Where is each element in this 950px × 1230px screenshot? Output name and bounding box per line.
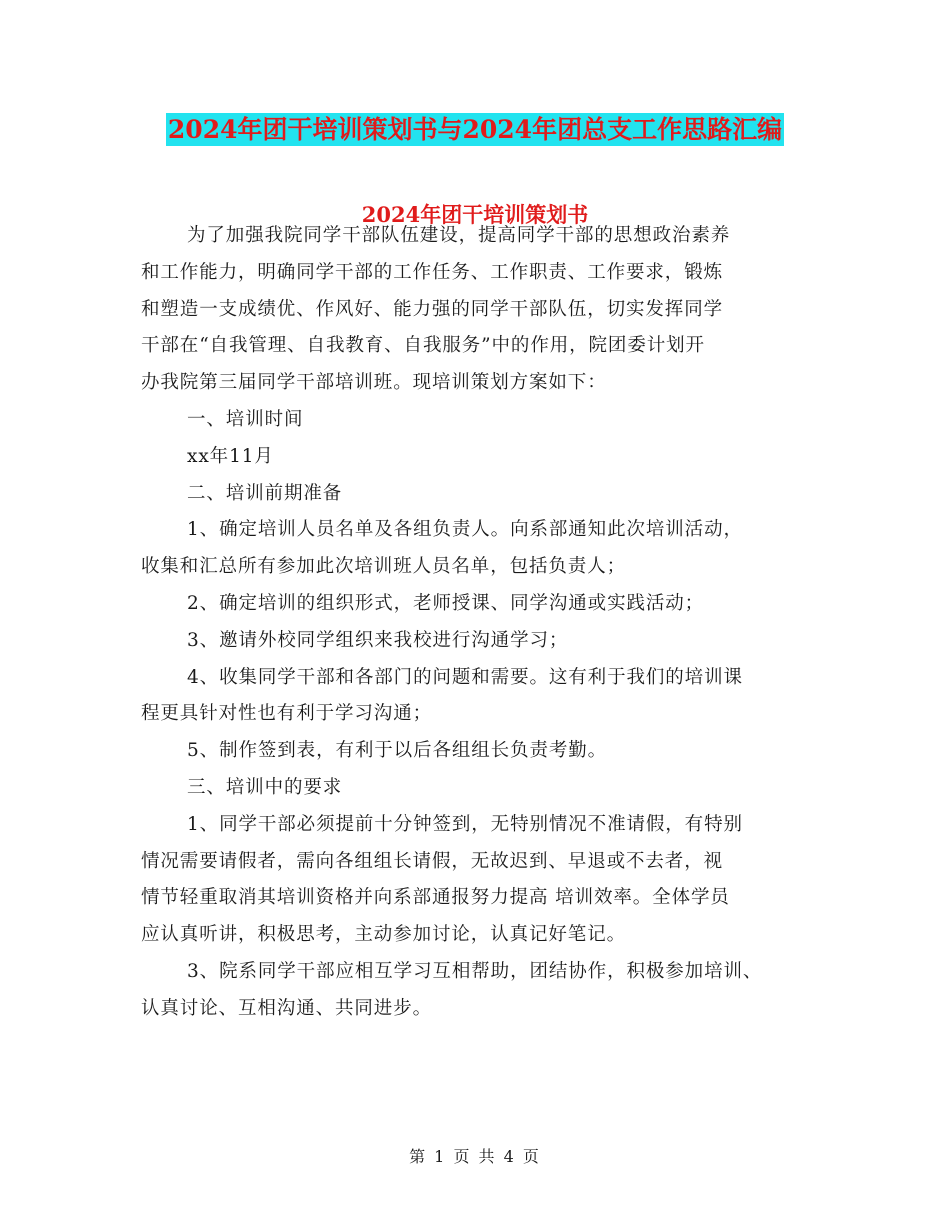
section-title: 2024年团干培训策划书	[361, 202, 589, 227]
list-item-line: 收集和汇总所有参加此次培训班人员名单，包括负责人；	[141, 556, 627, 578]
paragraph-line: 为了加强我院同学干部队伍建设，提高同学干部的思想政治素养	[187, 225, 731, 246]
list-item-line: 情节轻重取消其培训资格并向系部通报努力提高 培训效率。全体学员	[141, 887, 730, 909]
list-item-line: 认真讨论、互相沟通、共同进步。	[141, 997, 433, 1019]
section-heading: 三、培训中的要求	[187, 776, 343, 798]
list-item-line: 1、同学干部必须提前十分钟签到，无特别情况不准请假，有特别	[187, 813, 743, 835]
list-item-line: 程更具针对性也有利于学习沟通；	[141, 703, 433, 725]
paragraph-line: xx年11月	[187, 445, 274, 467]
paragraph-line: 办我院第三届同学干部培训班。现培训策划方案如下：	[141, 372, 607, 394]
section-heading: 二、培训前期准备	[187, 482, 343, 504]
paragraph-line: 干部在“自我管理、自我教育、自我服务”中的作用，院团委计划开	[141, 335, 705, 357]
section-heading: 一、培训时间	[187, 408, 304, 430]
document-title-text: 2024年团干培训策划书与2024年团总支工作思路汇编	[167, 115, 783, 144]
list-item-line: 5、制作签到表，有利于以后各组组长负责考勤。	[187, 740, 608, 762]
list-item-line: 1、确定培训人员名单及各组负责人。向系部通知此次培训活动，	[187, 519, 743, 541]
paragraph-line: 和工作能力，明确同学干部的工作任务、工作职责、工作要求，锻炼	[141, 261, 724, 283]
paragraph-line: 和塑造一支成绩优、作风好、能力强的同学干部队伍，切实发挥同学	[141, 298, 724, 320]
list-item-line: 3、院系同学干部应相互学习互相帮助，团结协作，积极参加培训、	[187, 960, 763, 982]
document-title	[0, 110, 950, 150]
list-item-line: 2、确定培训的组织形式，老师授课、同学沟通或实践活动；	[187, 592, 705, 614]
list-item-line: 4、收集同学干部和各部门的问题和需要。这有利于我们的培训课	[187, 666, 743, 688]
page-number-footer: 第 1 页 共 4 页	[409, 1147, 541, 1166]
list-item-line: 3、邀请外校同学组织来我校进行沟通学习；	[187, 629, 569, 651]
list-item-line: 情况需要请假者，需向各组组长请假，无故迟到、早退或不去者，视	[141, 850, 724, 872]
document-body	[141, 218, 821, 1028]
list-item-line: 应认真听讲，积极思考，主动参加讨论，认真记好笔记。	[141, 924, 627, 946]
